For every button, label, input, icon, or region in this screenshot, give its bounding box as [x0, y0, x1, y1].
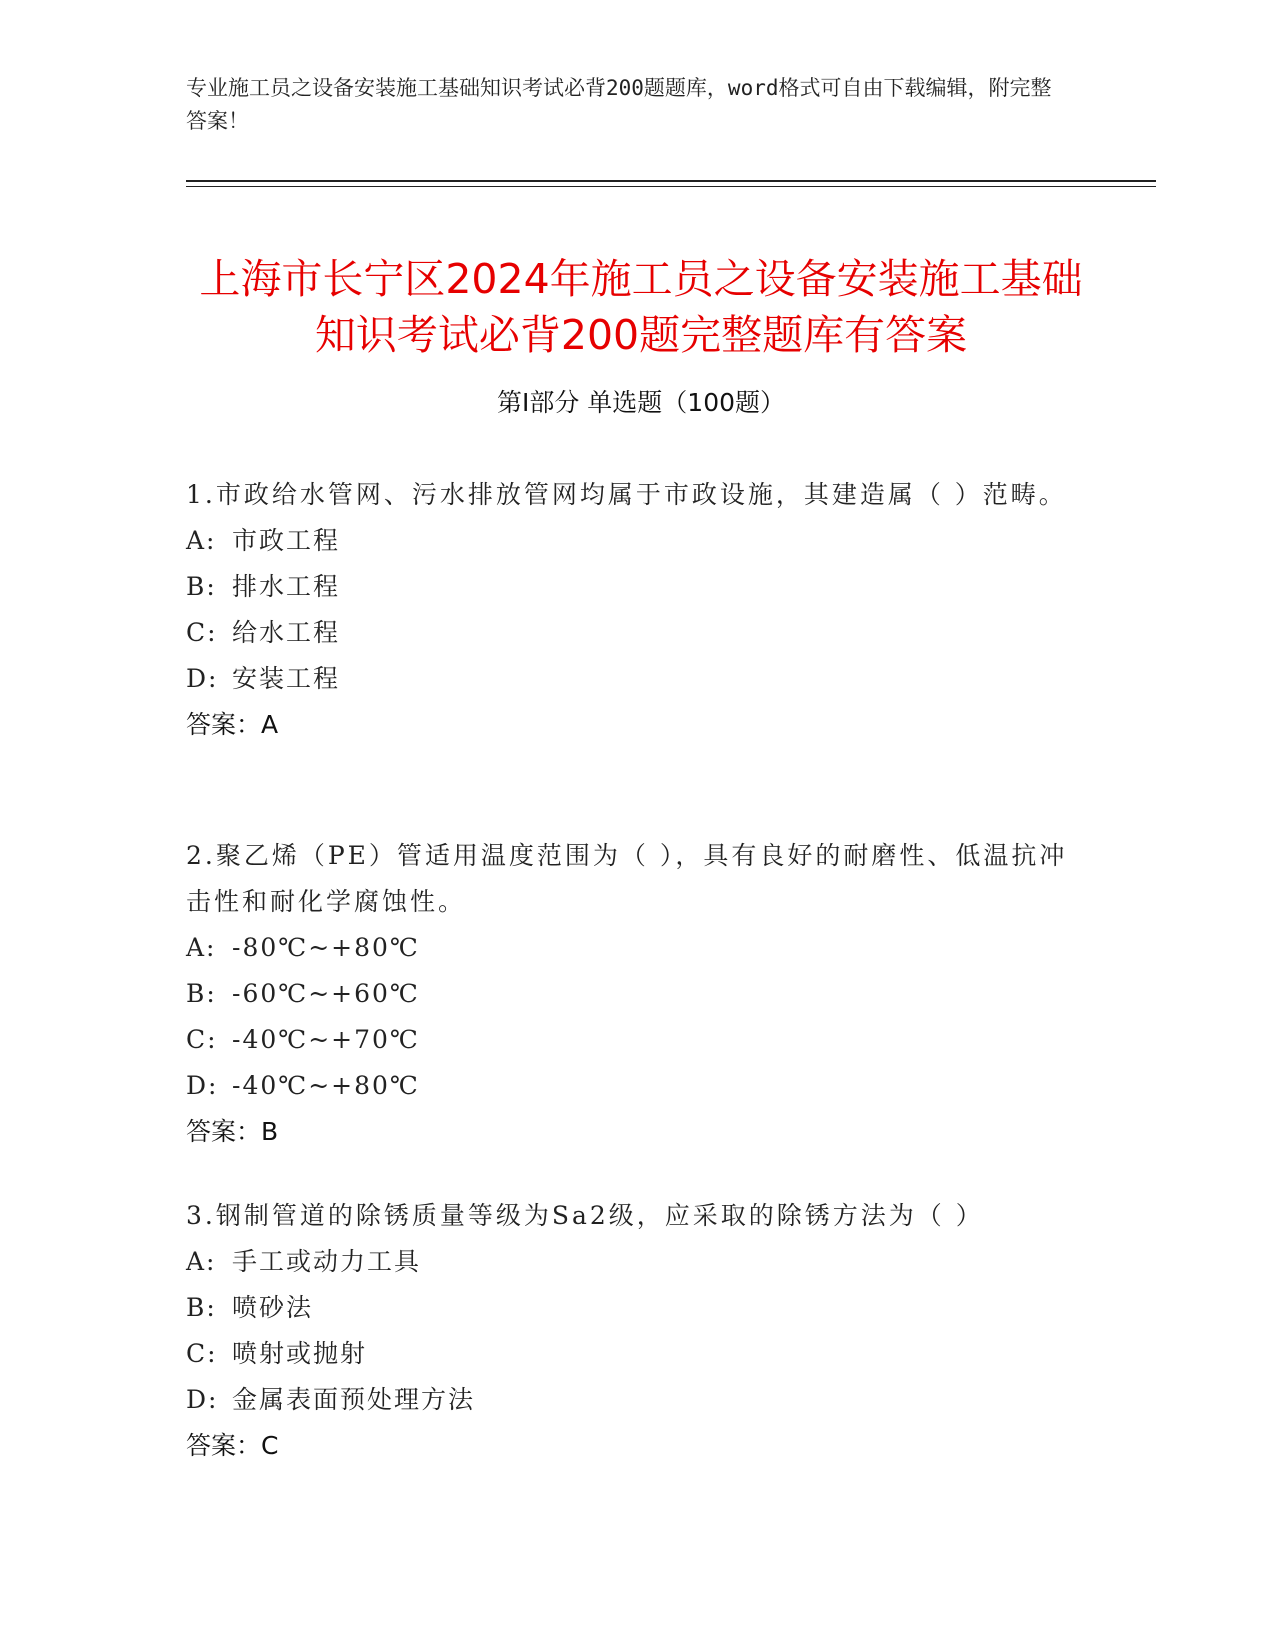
- question-1: [186, 472, 1086, 748]
- option-key: C:: [186, 1339, 218, 1368]
- option-b: [186, 971, 1086, 1017]
- question-stem: 2.聚乙烯（PE）管适用温度范围为（ ），具有良好的耐磨性、低温抗冲击性和耐化学腐蚀性。: [186, 841, 1068, 916]
- option-key: C:: [186, 618, 218, 647]
- option-d: [186, 1063, 1086, 1109]
- question-stem: 1.市政给水管网、污水排放管网均属于市政设施，其建造属（ ）范畴。: [186, 480, 1067, 509]
- option-text: -60℃~+60℃: [232, 979, 420, 1008]
- option-text: 手工或动力工具: [232, 1247, 422, 1276]
- option-key: A:: [186, 526, 217, 555]
- option-key: D:: [186, 1385, 219, 1414]
- header-divider-thick: [186, 180, 1156, 182]
- option-key: D:: [186, 664, 219, 693]
- answer: 答案：B: [186, 1117, 279, 1146]
- option-text: 给水工程: [232, 618, 341, 647]
- option-key: B:: [186, 572, 217, 601]
- question-stem: 3.钢制管道的除锈质量等级为Sa2级，应采取的除锈方法为（ ）: [186, 1201, 984, 1230]
- option-d: [186, 656, 1086, 702]
- option-text: 市政工程: [232, 526, 341, 555]
- header-note: 专业施工员之设备安装施工基础知识考试必背200题题库，word格式可自由下载编辑，附完整答案！: [186, 76, 1052, 133]
- option-c: [186, 610, 1086, 656]
- option-b: [186, 1285, 1086, 1331]
- option-text: -40℃~+70℃: [232, 1025, 420, 1054]
- option-key: B:: [186, 979, 217, 1008]
- option-b: [186, 564, 1086, 610]
- option-a: [186, 518, 1086, 564]
- answer: 答案：A: [186, 710, 279, 739]
- option-text: 喷射或抛射: [232, 1339, 368, 1368]
- option-a: [186, 1239, 1086, 1285]
- option-key: D:: [186, 1071, 219, 1100]
- option-text: 排水工程: [232, 572, 341, 601]
- option-d: [186, 1377, 1086, 1423]
- option-key: A:: [186, 1247, 217, 1276]
- section-heading: 第Ⅰ部分 单选题（100题）: [496, 388, 786, 417]
- option-key: C:: [186, 1025, 218, 1054]
- option-text: 喷砂法: [232, 1293, 314, 1322]
- document-title: 上海市长宁区2024年施工员之设备安装施工基础知识考试必背200题完整题库有答案: [199, 255, 1083, 360]
- option-text: -40℃~+80℃: [232, 1071, 420, 1100]
- option-text: -80℃~+80℃: [232, 933, 420, 962]
- question-3: [186, 1193, 1086, 1469]
- option-key: A:: [186, 933, 217, 962]
- option-c: [186, 1331, 1086, 1377]
- option-a: [186, 925, 1086, 971]
- option-c: [186, 1017, 1086, 1063]
- option-text: 安装工程: [232, 664, 341, 693]
- option-text: 金属表面预处理方法: [232, 1385, 476, 1414]
- option-key: B:: [186, 1293, 217, 1322]
- answer: 答案：C: [186, 1431, 279, 1460]
- question-2: [186, 833, 1086, 1155]
- header-divider-thin: [186, 186, 1156, 187]
